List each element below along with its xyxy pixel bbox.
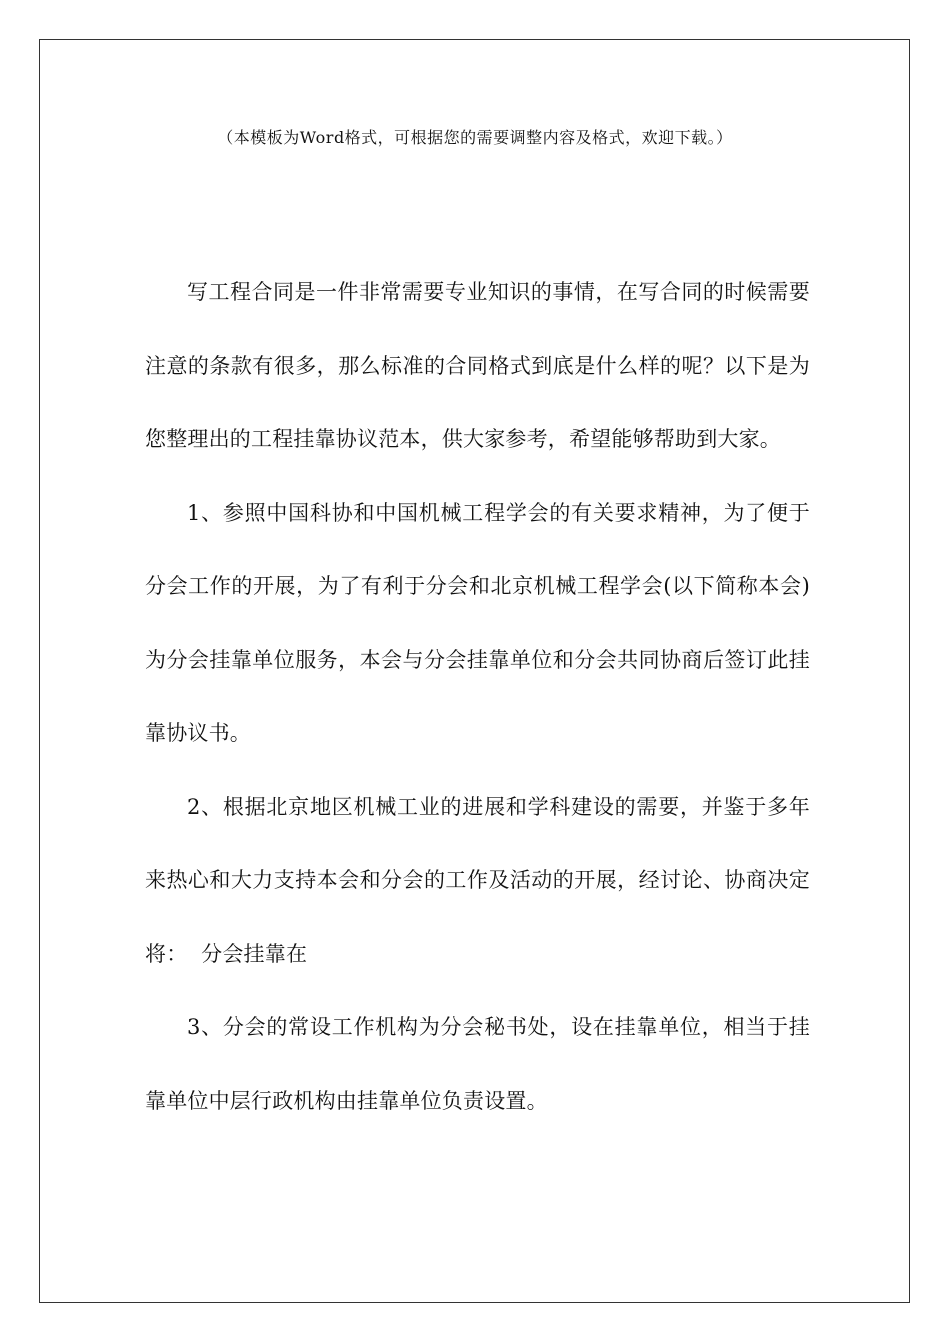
- document-body: [145, 256, 810, 1138]
- paragraph-clause-1: 1、参照中国科协和中国机械工程学会的有关要求精神，为了便于分会工作的开展，为了有利于分会和北京机械工程学会(以下简称本会)为分会挂靠单位服务，本会与分会挂靠单位和分会共同协商后签订此挂靠协议书。: [145, 500, 810, 745]
- paragraph-clause-2: 2、根据北京地区机械工业的进展和学科建设的需要，并鉴于多年来热心和大力支持本会和分会的工作及活动的开展，经讨论、协商决定将： 分会挂靠在: [145, 794, 810, 966]
- template-note: （本模板为Word格式，可根据您的需要调整内容及格式，欢迎下载。）: [217, 128, 733, 147]
- paragraph-clause-3: 3、分会的常设工作机构为分会秘书处，设在挂靠单位，相当于挂靠单位中层行政机构由挂靠单位负责设置。: [145, 1015, 810, 1113]
- paragraph-intro: 写工程合同是一件非常需要专业知识的事情，在写合同的时候需要注意的条款有很多，那么标准的合同格式到底是什么样的呢？以下是为您整理出的工程挂靠协议范本，供大家参考，希望能够帮助到大家。: [145, 280, 810, 451]
